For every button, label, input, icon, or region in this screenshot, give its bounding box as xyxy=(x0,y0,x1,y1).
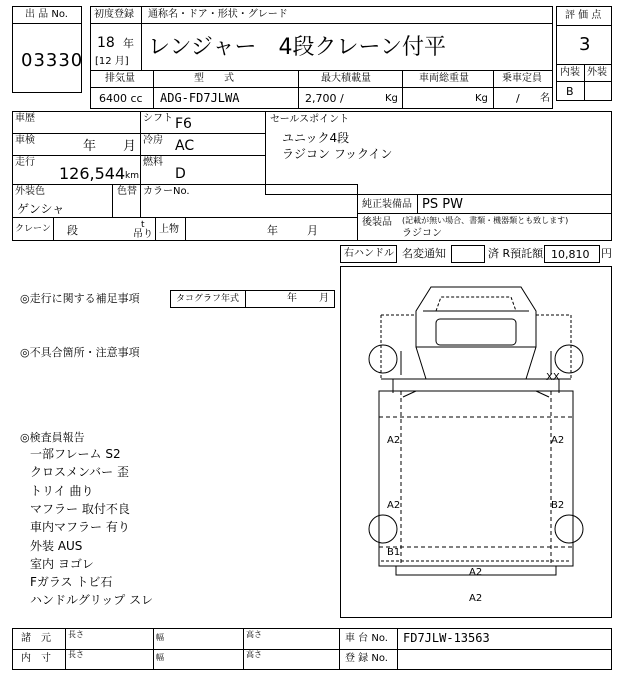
inspection-label: 車検 xyxy=(15,135,35,146)
inspection-month: 月 xyxy=(123,139,137,154)
diagram-mark: A2 xyxy=(469,593,483,604)
crane-hoist-label: 吊り xyxy=(133,229,153,240)
gvw-label-cell xyxy=(402,70,494,88)
sales-point-label: セールスポイント xyxy=(270,114,350,125)
footer-length-label: 長さ xyxy=(68,630,84,639)
inspector-line: 室内 ヨゴレ xyxy=(30,557,94,571)
grade-value: 3 xyxy=(579,34,591,55)
inspector-line: トリイ 曲り xyxy=(30,484,94,498)
defects-title: ◎不具合箇所・注意事項 xyxy=(20,346,140,359)
footer-shoen-label: 諸 元 xyxy=(21,633,51,644)
aftermarket-label: 後装品 xyxy=(362,217,392,228)
lot-number: 03330 xyxy=(21,50,84,71)
diagram-mark: B1 xyxy=(387,547,401,558)
name-label-cell xyxy=(141,6,553,24)
sales-point-box xyxy=(265,111,612,195)
max-load-unit: Kg xyxy=(385,93,398,104)
first-reg-cell xyxy=(90,23,142,71)
crane-label: クレーン xyxy=(15,224,51,234)
footer-length-label-2: 長さ xyxy=(68,650,84,659)
displacement-label-cell xyxy=(90,70,154,88)
crane-year-unit: 年 xyxy=(267,224,278,237)
grade-label: 評 価 点 xyxy=(565,10,602,21)
sales-point-line-2: ラジコン フックイン xyxy=(282,147,393,161)
crane-ton-unit: t xyxy=(141,220,145,230)
diagram-mark: A2 xyxy=(387,500,401,511)
recycle-label: 済 R預託額 xyxy=(488,247,544,260)
color-change-label: 色替 xyxy=(117,186,137,197)
color-code-label: カラーNo. xyxy=(143,186,190,197)
gvw-unit: Kg xyxy=(475,93,488,104)
model-label: 型 式 xyxy=(194,73,234,84)
vehicle-name: レンジャー 4段クレーン付平 xyxy=(148,35,447,60)
year-unit: 年 xyxy=(123,37,134,50)
mileage-value: 126,544 xyxy=(59,164,126,183)
ac-value: AC xyxy=(175,138,195,154)
reg-label: 登 録 No. xyxy=(345,653,388,664)
name-change-label: 名変通知 xyxy=(402,247,446,260)
aftermarket-value: ラジコン xyxy=(402,228,442,239)
capacity-value: / xyxy=(516,92,520,105)
tacho-box xyxy=(170,290,335,308)
lot-label-cell xyxy=(12,6,82,24)
first-reg-label-cell xyxy=(90,6,142,24)
year-value: 18 xyxy=(97,35,115,51)
aftermarket-cell xyxy=(357,213,612,241)
exterior-value-cell xyxy=(584,81,612,101)
gvw-cell xyxy=(402,87,494,109)
fuel-label: 燃料 xyxy=(143,157,163,168)
grade-value-cell xyxy=(556,25,612,65)
diagram-mark: A2 xyxy=(551,435,565,446)
inspector-line: マフラー 取付不良 xyxy=(30,502,130,516)
shift-value: F6 xyxy=(175,116,192,132)
fuel-value: D xyxy=(175,166,186,182)
model-cell xyxy=(153,87,299,109)
history-label: 車歴 xyxy=(15,113,35,124)
displacement-cell xyxy=(90,87,154,109)
footer-width-label-2: 幅 xyxy=(156,653,164,662)
model-label-cell xyxy=(153,70,299,88)
max-load-label: 最大積載量 xyxy=(321,73,371,84)
equip-label: 純正装備品 xyxy=(362,199,412,210)
crane-row xyxy=(12,217,358,241)
color-cell xyxy=(12,184,113,218)
name-label: 通称名・ドア・形状・グレード xyxy=(148,9,288,20)
diagram-mark: B2 xyxy=(551,500,565,511)
recycle-value: 10,810 xyxy=(551,248,590,261)
name-change-box xyxy=(451,245,485,263)
inspector-line: 外装 AUS xyxy=(30,539,83,553)
grade-label-cell xyxy=(556,6,612,26)
capacity-unit: 名 xyxy=(540,93,550,104)
capacity-label-cell xyxy=(493,70,553,88)
capacity-cell xyxy=(493,87,553,109)
drive-badge xyxy=(340,245,397,263)
mileage-unit: km xyxy=(125,171,139,181)
chassis-value: FD7JLW-13563 xyxy=(403,631,490,645)
color-label: 外装色 xyxy=(15,186,45,197)
drive-label: 右ハンドル xyxy=(344,248,394,259)
inspector-line: クロスメンバー 歪 xyxy=(30,465,129,479)
color-change-cell xyxy=(112,184,141,218)
max-load-value: 2,700 / xyxy=(305,92,344,105)
tacho-year: 年 xyxy=(287,293,297,304)
model-value: ADG-FD7JLWA xyxy=(160,91,240,105)
truck-outline-diagram xyxy=(341,267,611,617)
first-reg-label: 初度登録 xyxy=(94,9,134,20)
lot-number-cell xyxy=(12,23,82,93)
shift-label: シフト xyxy=(143,113,173,124)
max-load-label-cell xyxy=(298,70,403,88)
chassis-label: 車 台 No. xyxy=(345,633,388,644)
exterior-label: 外装 xyxy=(587,67,607,78)
recycle-box xyxy=(544,245,600,263)
ac-label: 冷房 xyxy=(143,135,163,146)
aftermarket-note: (記載が無い場合、書類・機器類とも致します) xyxy=(402,216,569,225)
capacity-label: 乗車定員 xyxy=(502,73,542,84)
inspector-line: 車内マフラー 有り xyxy=(30,520,130,534)
color-value: ゲンシャ xyxy=(17,202,65,216)
equip-cell xyxy=(357,194,612,214)
footer-width-label: 幅 xyxy=(156,633,164,642)
crane-month-unit: 月 xyxy=(307,224,318,237)
footer-table xyxy=(12,628,612,670)
vehicle-diagram xyxy=(340,266,612,618)
vehicle-name-cell xyxy=(141,23,553,71)
sales-point-line-1: ユニック4段 xyxy=(282,131,350,145)
mileage-label: 走行 xyxy=(15,157,35,168)
lot-label: 出 品 No. xyxy=(25,9,68,20)
interior-label-cell xyxy=(556,64,585,82)
crane-upper-label: 上物 xyxy=(159,224,179,235)
gvw-label: 車両総重量 xyxy=(419,73,469,84)
diagram-mark: A2 xyxy=(387,435,401,446)
interior-value-cell xyxy=(556,81,585,101)
inspector-line: 一部フレーム S2 xyxy=(30,447,121,461)
mileage-cell xyxy=(12,155,141,185)
interior-value: B xyxy=(566,85,574,98)
month-value: [12 月] xyxy=(95,56,129,67)
driving-notes-title: ◎走行に関する補足事項 xyxy=(20,292,140,305)
ac-cell xyxy=(140,133,266,156)
interior-label: 内装 xyxy=(560,67,580,78)
tacho-month: 月 xyxy=(319,293,329,304)
history-cell xyxy=(12,111,141,134)
recycle-unit: 円 xyxy=(601,247,612,260)
inspection-year: 年 xyxy=(83,139,97,154)
inspector-line: ハンドルグリップ スレ xyxy=(30,593,154,607)
footer-naisu-label: 内 寸 xyxy=(21,653,51,664)
equip-value: PS PW xyxy=(422,197,463,212)
tacho-label: タコグラフ年式 xyxy=(176,294,240,304)
crane-stage-unit: 段 xyxy=(67,224,78,237)
exterior-label-cell xyxy=(584,64,612,82)
shift-cell xyxy=(140,111,266,134)
diagram-mark: XX xyxy=(546,372,560,383)
displacement-value: 6400 cc xyxy=(99,92,143,105)
inspection-cell xyxy=(12,133,141,156)
displacement-label: 排気量 xyxy=(105,73,135,84)
max-load-cell xyxy=(298,87,403,109)
fuel-cell xyxy=(140,155,266,185)
inspector-line: Fガラス トビ石 xyxy=(30,575,113,589)
diagram-mark: A2 xyxy=(469,567,483,578)
footer-height-label-2: 高さ xyxy=(246,650,262,659)
footer-height-label: 高さ xyxy=(246,630,262,639)
inspector-title: ◎検査員報告 xyxy=(20,431,85,444)
